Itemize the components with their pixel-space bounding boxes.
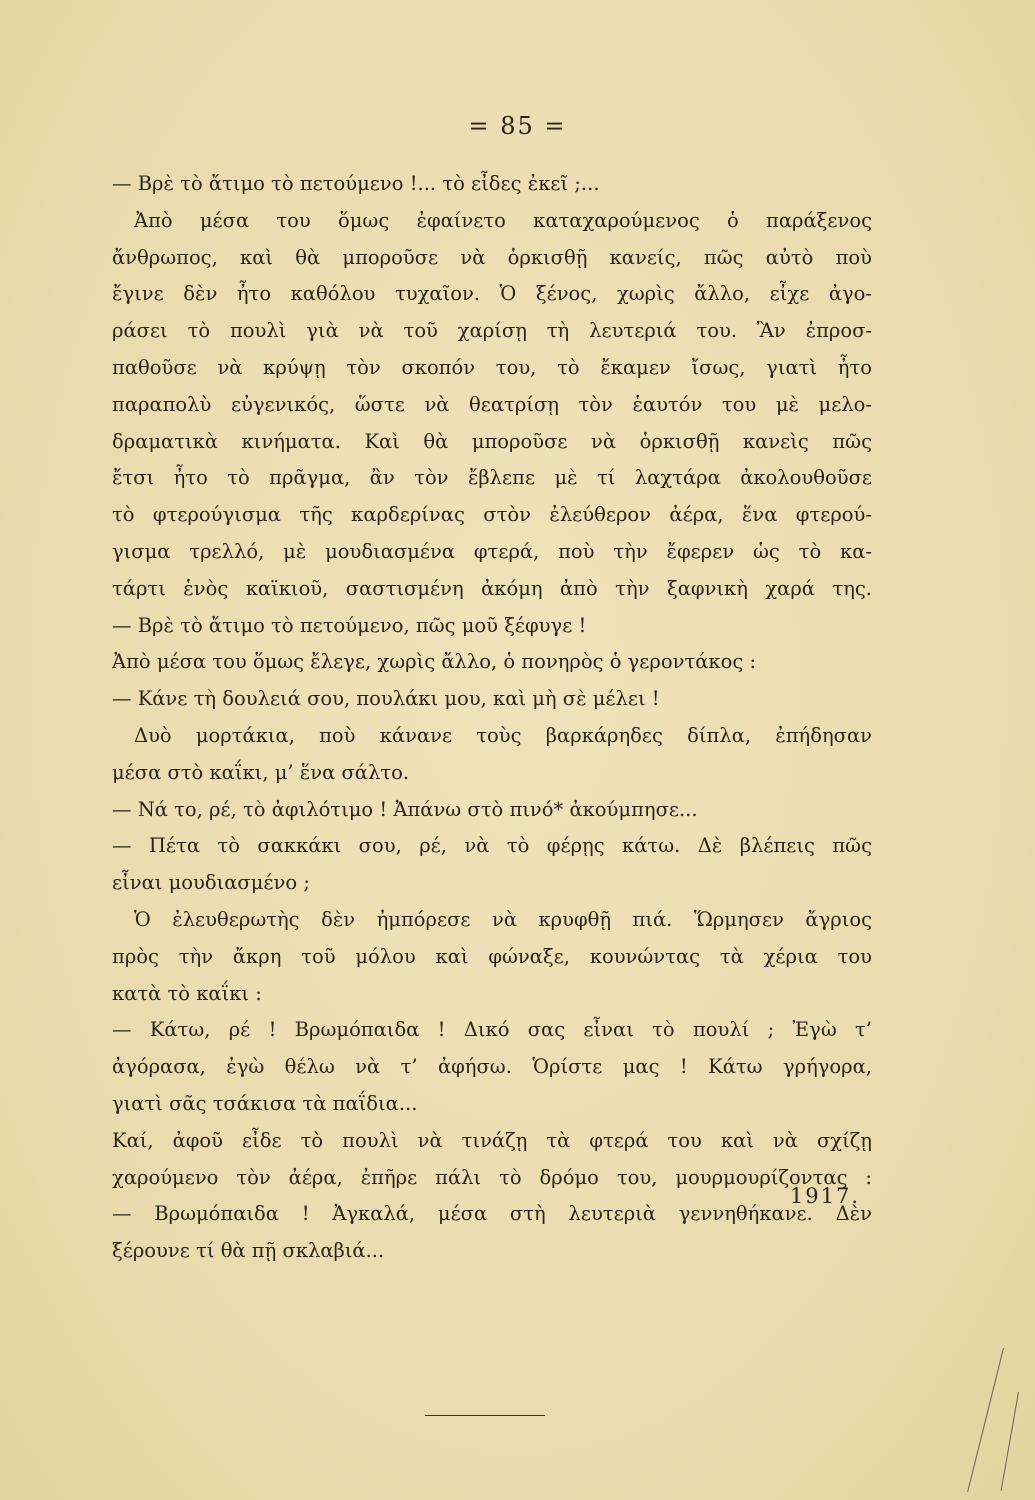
page-number: = 85 =	[468, 112, 567, 140]
text-line: ράσει τὸ πουλὶ γιὰ νὰ τοῦ χαρίσῃ τὴ λευτεριά του. Ἂν ἐπροσ-	[112, 319, 872, 343]
text-line: μέσα στὸ καΐκι, μ’ ἕνα σάλτο.	[112, 760, 410, 784]
text-line: — Πέτα τὸ σακκάκι σου, ρέ, νὰ τὸ φέρῃς κάτω. Δὲ βλέπεις πῶς	[112, 834, 872, 858]
text-line: ξέρουνε τί θὰ πῇ σκλαβιά...	[112, 1239, 385, 1263]
text-line: — Κάτω, ρέ ! Βρωμόπαιδα ! Δικό σας εἶναι τὸ πουλί ; Ἐγὼ τ’	[112, 1018, 872, 1042]
text-line: ἀγόρασα, ἐγὼ θέλω νὰ τ’ ἀφήσω. Ὁρίστε μας ! Κάτω γρήγορα,	[112, 1055, 872, 1079]
text-line: γισμα τρελλό, μὲ μουδιασμένα φτερά, ποὺ τὴν ἔφερεν ὡς τὸ κα-	[112, 539, 872, 563]
text-line: τάρτι ἑνὸς καϊκιοῦ, σαστισμένη ἀκόμη ἀπὸ τὴν ξαφνικὴ χαρά της.	[112, 576, 872, 600]
text-line: Ὁ ἐλευθερωτὴς δὲν ἠμπόρεσε νὰ κρυφθῇ πιά. Ὥρμησεν ἄγριος	[134, 907, 872, 931]
text-line: γιατὶ σᾶς τσάκισα τὰ παΐδια...	[112, 1091, 418, 1115]
text-line: Ἀπὸ μέσα του ὅμως ἔλεγε, χωρὶς ἄλλο, ὁ πονηρὸς ὁ γεροντάκος :	[112, 650, 757, 674]
text-line: ἔτσι ἦτο τὸ πρᾶγμα, ἂν τὸν ἔβλεπε μὲ τί λαχτάρα ἀκολουθοῦσε	[112, 466, 872, 490]
text-line: — Βρὲ τὸ ἄτιμο τὸ πετούμενο, πῶς μοῦ ξέφυγε !	[112, 613, 587, 637]
text-line: χαρούμενο τὸν ἀέρα, ἐπῆρε πάλι τὸ δρόμο του, μουρμουρίζοντας :	[112, 1165, 872, 1189]
end-rule	[425, 1415, 545, 1416]
text-line: Ἀπὸ μέσα του ὅμως ἐφαίνετο καταχαρούμενος ὁ παράξενος	[134, 208, 872, 232]
text-line: δραματικὰ κινήματα. Καὶ θὰ μποροῦσε νὰ ὁρκισθῇ κανεὶς πῶς	[112, 429, 872, 453]
text-line: πρὸς τὴν ἄκρη τοῦ μόλου καὶ φώναξε, κουνώντας τὰ χέρια του	[112, 944, 872, 968]
page-edge-mark	[967, 1348, 1004, 1492]
text-line: — Νά το, ρέ, τὸ ἀφιλότιμο ! Ἀπάνω στὸ πινό* ἀκούμπησε...	[112, 797, 698, 821]
text-line: — Κάνε τὴ δουλειά σου, πουλάκι μου, καὶ μὴ σὲ μέλει !	[112, 687, 660, 711]
text-line: ἄνθρωπος, καὶ θὰ μποροῦσε νὰ ὁρκισθῇ κανείς, πῶς αὐτὸ ποὺ	[112, 245, 872, 269]
text-line: παραπολὺ εὐγενικός, ὥστε νὰ θεατρίσῃ τὸν ἑαυτόν του μὲ μελο-	[112, 392, 872, 416]
text-line: παθοῦσε νὰ κρύψῃ τὸν σκοπόν του, τὸ ἔκαμεν ἴσως, γιατὶ ἦτο	[112, 355, 872, 379]
text-line: Δυὸ μορτάκια, ποὺ κάνανε τοὺς βαρκάρηδες δίπλα, ἐπήδησαν	[134, 723, 872, 747]
text-line: — Βρωμόπαιδα ! Ἀγκαλά, μέσα στὴ λευτεριὰ γεννηθήκανε. Δὲν	[112, 1202, 872, 1226]
date-line: 1917.	[789, 1184, 860, 1208]
body-text	[112, 166, 872, 1270]
text-line: τὸ φτερούγισμα τῆς καρδερίνας στὸν ἐλεύθερον ἀέρα, ἕνα φτερού-	[112, 503, 872, 527]
text-line: εἶναι μουδιασμένο ;	[112, 871, 310, 895]
text-line: ἔγινε δὲν ἦτο καθόλου τυχαῖον. Ὁ ξένος, χωρὶς ἄλλο, εἶχε ἀγο-	[112, 282, 872, 306]
text-line: — Βρὲ τὸ ἄτιμο τὸ πετούμενο !... τὸ εἶδες ἐκεῖ ;...	[112, 172, 600, 195]
page-edge-mark	[1001, 1392, 1019, 1491]
text-line: Καί, ἀφοῦ εἶδε τὸ πουλὶ νὰ τινάζῃ τὰ φτερά του καὶ νὰ σχίζῃ	[112, 1128, 872, 1152]
text-line: κατὰ τὸ καΐκι :	[112, 981, 262, 1005]
